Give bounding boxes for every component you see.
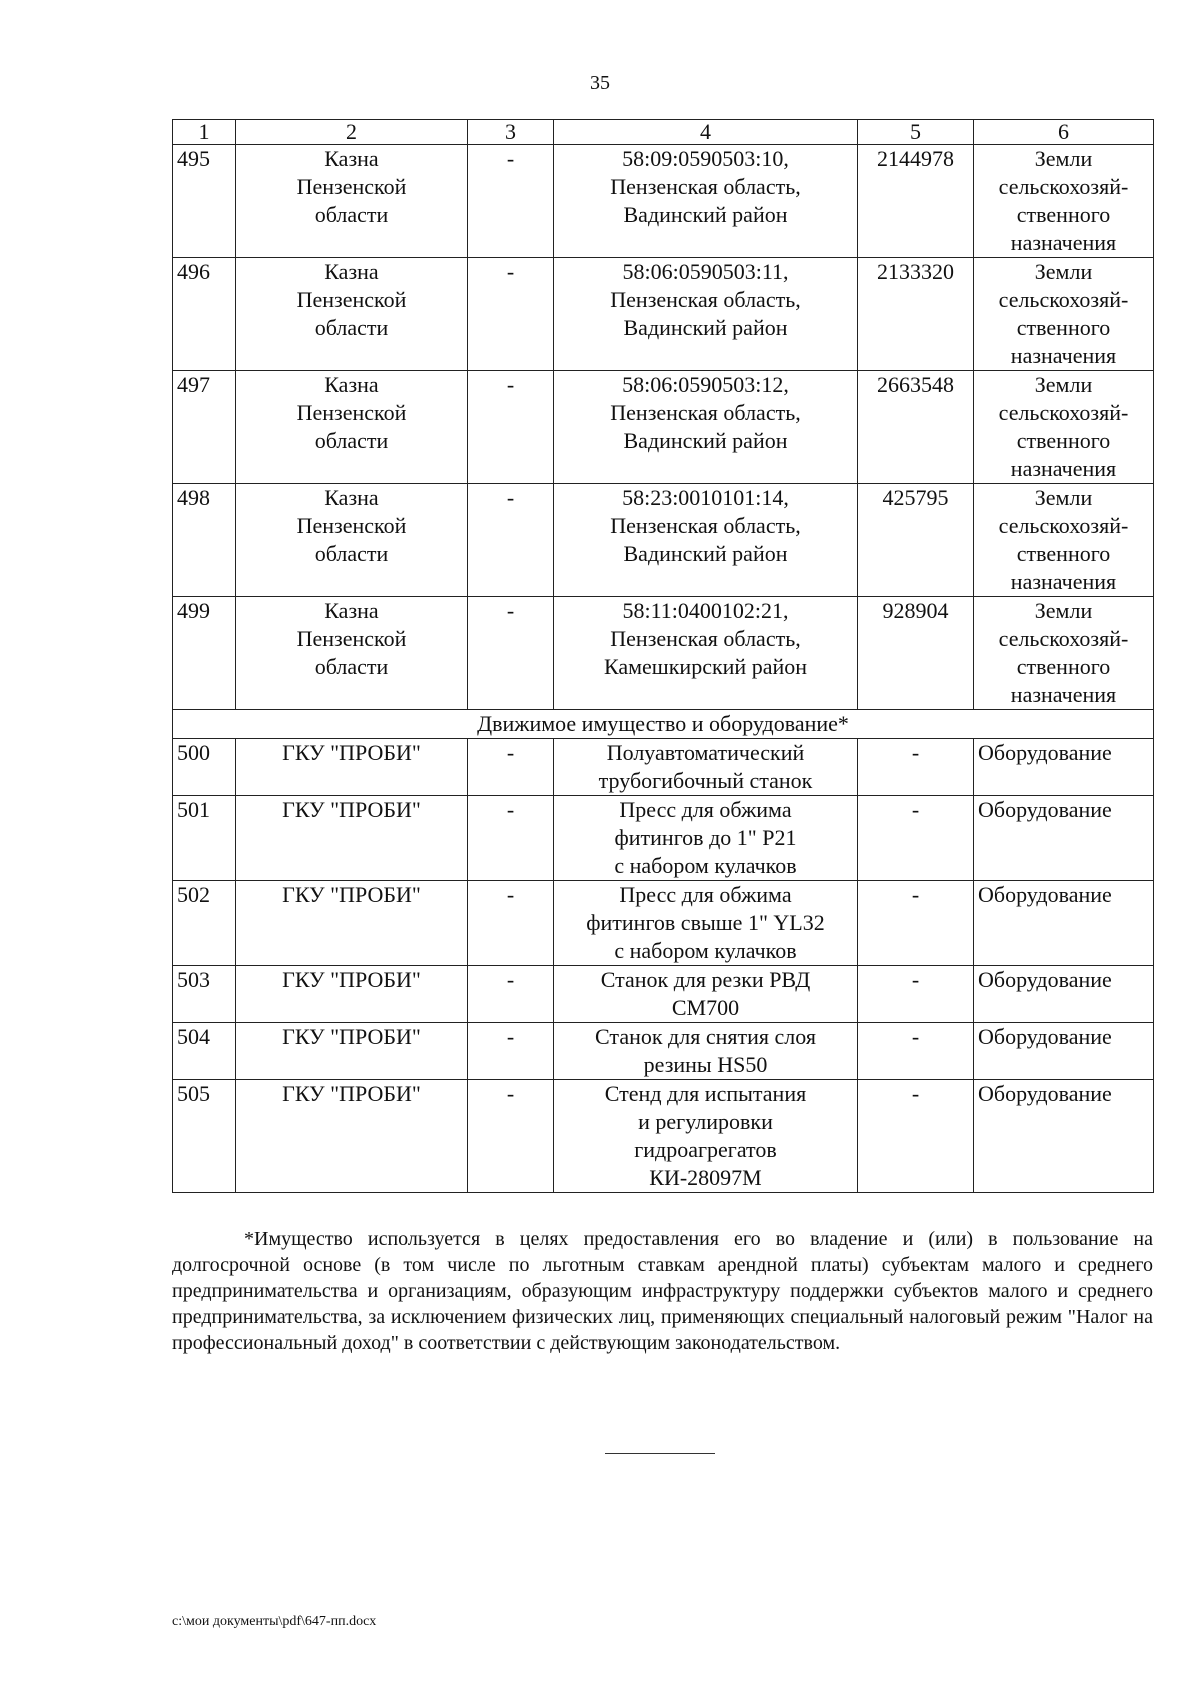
owner-cell-line: ГКУ "ПРОБИ" bbox=[282, 797, 421, 822]
row-number: 496 bbox=[173, 258, 236, 371]
category-cell-line: назначения bbox=[1010, 230, 1117, 255]
description-cell-line: Вадинский район bbox=[623, 541, 788, 566]
description-cell-line: Камешкирский район bbox=[603, 654, 808, 679]
description-cell-line: КИ-28097М bbox=[649, 1165, 762, 1190]
category-cell-line: назначения bbox=[1010, 682, 1117, 707]
owner-cell-line: Казна bbox=[324, 146, 379, 171]
value-cell: 2663548 bbox=[858, 371, 974, 484]
description-cell-line: CM700 bbox=[671, 995, 740, 1020]
description-cell bbox=[554, 258, 858, 371]
land-plots-rows bbox=[173, 145, 1154, 710]
category-cell bbox=[974, 258, 1154, 371]
owner-cell-line: Пензенской bbox=[296, 400, 407, 425]
value-cell: - bbox=[858, 796, 974, 881]
description-cell-line: 58:09:0590503:10, bbox=[622, 146, 789, 171]
description-cell-line: Стенд для испытания bbox=[604, 1081, 807, 1106]
category-cell-line: Земли bbox=[1034, 485, 1093, 510]
owner-cell-line: ГКУ "ПРОБИ" bbox=[282, 967, 421, 992]
owner-cell-line: ГКУ "ПРОБИ" bbox=[282, 882, 421, 907]
category-cell-line: Земли bbox=[1034, 146, 1093, 171]
description-cell bbox=[554, 145, 858, 258]
row-number: 495 bbox=[173, 145, 236, 258]
table-row bbox=[173, 1080, 1154, 1193]
owner-cell bbox=[236, 966, 468, 1023]
table-row bbox=[173, 881, 1154, 966]
owner-cell bbox=[236, 145, 468, 258]
owner-cell bbox=[236, 881, 468, 966]
description-cell-line: трубогибочный станок bbox=[598, 768, 813, 793]
description-cell-line: 58:06:0590503:11, bbox=[622, 259, 789, 284]
category-cell-line: сельскохозяй- bbox=[998, 287, 1129, 312]
category-cell-line: Земли bbox=[1034, 372, 1093, 397]
owner-cell-line: ГКУ "ПРОБИ" bbox=[282, 1081, 421, 1106]
table-row bbox=[173, 484, 1154, 597]
category-cell-line: сельскохозяй- bbox=[998, 400, 1129, 425]
description-cell-line: фитингов до 1" P21 bbox=[614, 825, 797, 850]
description-cell-line: Полуавтоматический bbox=[606, 740, 805, 765]
column-header: 1 bbox=[173, 120, 236, 145]
owner-cell-line: ГКУ "ПРОБИ" bbox=[282, 1024, 421, 1049]
row-number: 505 bbox=[173, 1080, 236, 1193]
category-cell-line: ственного bbox=[1016, 654, 1111, 679]
category-cell-line: Оборудование bbox=[978, 967, 1112, 992]
column-header: 6 bbox=[974, 120, 1154, 145]
description-cell-line: 58:23:0010101:14, bbox=[622, 485, 789, 510]
description-cell bbox=[554, 371, 858, 484]
category-cell-line: Оборудование bbox=[978, 882, 1112, 907]
column3-cell: - bbox=[468, 796, 554, 881]
category-cell-line: ственного bbox=[1016, 541, 1111, 566]
file-path: c:\мои документы\pdf\647-пп.docx bbox=[172, 1614, 377, 1629]
category-cell bbox=[974, 966, 1154, 1023]
description-cell bbox=[554, 966, 858, 1023]
description-cell bbox=[554, 739, 858, 796]
description-cell-line: Пензенская область, bbox=[610, 287, 801, 312]
description-cell-line: 58:11:0400102:21, bbox=[622, 598, 789, 623]
category-cell bbox=[974, 484, 1154, 597]
description-cell bbox=[554, 1080, 858, 1193]
category-cell-line: ственного bbox=[1016, 428, 1111, 453]
column-header: 4 bbox=[554, 120, 858, 145]
owner-cell bbox=[236, 1080, 468, 1193]
column3-cell: - bbox=[468, 966, 554, 1023]
column3-cell: - bbox=[468, 484, 554, 597]
category-cell-line: ственного bbox=[1016, 202, 1111, 227]
description-cell-line: Станок для снятия слоя bbox=[595, 1024, 816, 1049]
value-cell: 2133320 bbox=[858, 258, 974, 371]
column3-cell: - bbox=[468, 145, 554, 258]
table-row bbox=[173, 258, 1154, 371]
category-cell bbox=[974, 145, 1154, 258]
description-cell-line: и регулировки bbox=[638, 1109, 773, 1134]
column3-cell: - bbox=[468, 597, 554, 710]
owner-cell-line: области bbox=[314, 541, 389, 566]
row-number: 499 bbox=[173, 597, 236, 710]
owner-cell-line: области bbox=[314, 654, 389, 679]
column3-cell: - bbox=[468, 1080, 554, 1193]
row-number: 501 bbox=[173, 796, 236, 881]
description-cell-line: резины HS50 bbox=[643, 1052, 768, 1077]
category-cell-line: Оборудование bbox=[978, 1081, 1112, 1106]
owner-cell-line: области bbox=[314, 202, 389, 227]
description-cell-line: Станок для резки РВД bbox=[600, 967, 811, 992]
table-row bbox=[173, 1023, 1154, 1080]
description-cell bbox=[554, 597, 858, 710]
table-row bbox=[173, 796, 1154, 881]
description-cell-line: Пресс для обжима bbox=[619, 882, 792, 907]
category-cell-line: сельскохозяй- bbox=[998, 626, 1129, 651]
column3-cell: - bbox=[468, 739, 554, 796]
value-cell: - bbox=[858, 966, 974, 1023]
category-cell bbox=[974, 597, 1154, 710]
column3-cell: - bbox=[468, 1023, 554, 1080]
owner-cell-line: Казна bbox=[324, 259, 379, 284]
value-cell: - bbox=[858, 881, 974, 966]
property-registry-table bbox=[172, 119, 1154, 1193]
category-cell-line: Оборудование bbox=[978, 1024, 1112, 1049]
owner-cell-line: ГКУ "ПРОБИ" bbox=[282, 740, 421, 765]
description-cell bbox=[554, 484, 858, 597]
description-cell-line: Пензенская область, bbox=[610, 174, 801, 199]
column-number-row bbox=[173, 120, 1154, 145]
value-cell: 2144978 bbox=[858, 145, 974, 258]
owner-cell-line: области bbox=[314, 315, 389, 340]
owner-cell-line: Казна bbox=[324, 598, 379, 623]
description-cell bbox=[554, 796, 858, 881]
owner-cell-line: Казна bbox=[324, 485, 379, 510]
section-title: Движимое имущество и оборудование* bbox=[173, 710, 1154, 739]
category-cell bbox=[974, 1023, 1154, 1080]
row-number: 497 bbox=[173, 371, 236, 484]
description-cell-line: фитингов свыше 1" YL32 bbox=[586, 910, 825, 935]
owner-cell-line: Пензенской bbox=[296, 626, 407, 651]
page-number: 35 bbox=[590, 72, 610, 94]
owner-cell bbox=[236, 258, 468, 371]
value-cell: - bbox=[858, 1080, 974, 1193]
section-row bbox=[173, 710, 1154, 739]
owner-cell bbox=[236, 1023, 468, 1080]
category-cell bbox=[974, 796, 1154, 881]
owner-cell-line: области bbox=[314, 428, 389, 453]
table-row bbox=[173, 371, 1154, 484]
owner-cell-line: Казна bbox=[324, 372, 379, 397]
owner-cell-line: Пензенской bbox=[296, 174, 407, 199]
category-cell-line: сельскохозяй- bbox=[998, 513, 1129, 538]
table-row bbox=[173, 597, 1154, 710]
owner-cell bbox=[236, 597, 468, 710]
owner-cell bbox=[236, 484, 468, 597]
row-number: 502 bbox=[173, 881, 236, 966]
table-row bbox=[173, 966, 1154, 1023]
description-cell bbox=[554, 881, 858, 966]
owner-cell-line: Пензенской bbox=[296, 513, 407, 538]
row-number: 503 bbox=[173, 966, 236, 1023]
column-header: 2 bbox=[236, 120, 468, 145]
table-row bbox=[173, 145, 1154, 258]
description-cell-line: гидроагрегатов bbox=[634, 1137, 777, 1162]
table-row bbox=[173, 739, 1154, 796]
category-cell bbox=[974, 881, 1154, 966]
category-cell-line: назначения bbox=[1010, 343, 1117, 368]
category-cell-line: сельскохозяй- bbox=[998, 174, 1129, 199]
column-header: 3 bbox=[468, 120, 554, 145]
column3-cell: - bbox=[468, 258, 554, 371]
value-cell: - bbox=[858, 1023, 974, 1080]
column-header: 5 bbox=[858, 120, 974, 145]
category-cell-line: назначения bbox=[1010, 569, 1117, 594]
category-cell bbox=[974, 739, 1154, 796]
category-cell bbox=[974, 371, 1154, 484]
category-cell-line: ственного bbox=[1016, 315, 1111, 340]
equipment-rows bbox=[173, 739, 1154, 1193]
value-cell: 425795 bbox=[858, 484, 974, 597]
owner-cell bbox=[236, 371, 468, 484]
description-cell-line: Вадинский район bbox=[623, 202, 788, 227]
owner-cell bbox=[236, 739, 468, 796]
description-cell-line: Вадинский район bbox=[623, 428, 788, 453]
description-cell bbox=[554, 1023, 858, 1080]
category-cell-line: Земли bbox=[1034, 598, 1093, 623]
row-number: 500 bbox=[173, 739, 236, 796]
category-cell-line: назначения bbox=[1010, 456, 1117, 481]
column3-cell: - bbox=[468, 881, 554, 966]
row-number: 504 bbox=[173, 1023, 236, 1080]
description-cell-line: Пензенская область, bbox=[610, 513, 801, 538]
footnote bbox=[172, 1226, 1153, 1356]
value-cell: - bbox=[858, 739, 974, 796]
owner-cell bbox=[236, 796, 468, 881]
column3-cell: - bbox=[468, 371, 554, 484]
end-of-document-rule bbox=[605, 1453, 715, 1454]
description-cell-line: Пензенская область, bbox=[610, 400, 801, 425]
category-cell-line: Оборудование bbox=[978, 797, 1112, 822]
row-number: 498 bbox=[173, 484, 236, 597]
description-cell-line: с набором кулачков bbox=[614, 853, 797, 878]
category-cell bbox=[974, 1080, 1154, 1193]
category-cell-line: Оборудование bbox=[978, 740, 1112, 765]
category-cell-line: Земли bbox=[1034, 259, 1093, 284]
description-cell-line: Вадинский район bbox=[623, 315, 788, 340]
owner-cell-line: Пензенской bbox=[296, 287, 407, 312]
description-cell-line: Пензенская область, bbox=[610, 626, 801, 651]
description-cell-line: с набором кулачков bbox=[614, 938, 797, 963]
description-cell-line: 58:06:0590503:12, bbox=[622, 372, 789, 397]
footnote-text: *Имущество используется в целях предоставления его во владение и (или) в пользование на долгосрочной основе (в том числе по льготным ставкам арендной платы) субъектам малого и среднего предпринимательства и организациям, образующим инфраструктуру поддержки субъектов малого и среднего предпринимательства, за исключением физических лиц, применяющих специальный налоговый режим "Налог на профессиональный доход" в соответствии с действующим законодательством. bbox=[172, 1228, 1153, 1354]
description-cell-line: Пресс для обжима bbox=[619, 797, 792, 822]
value-cell: 928904 bbox=[858, 597, 974, 710]
